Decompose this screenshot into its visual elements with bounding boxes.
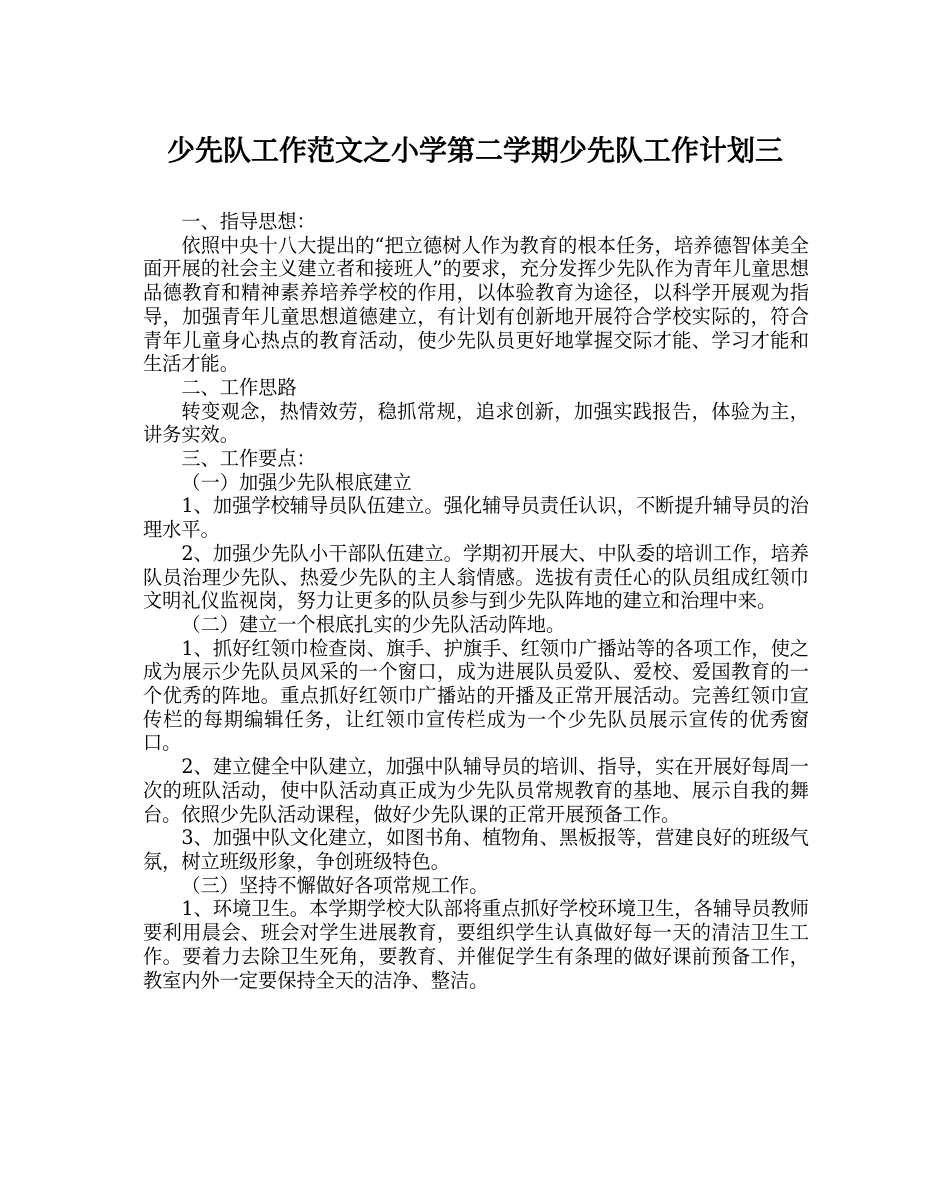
section-heading: 三、工作要点： [181,447,316,471]
paragraph: 1、加强学校辅导员队伍建立。强化辅导员责任认识，不断提升辅导员的治理水平。 [143,494,809,542]
subsection-heading: （二）建立一个根底扎实的少先队活动阵地。 [181,612,566,636]
paragraph: 2、加强少先队小干部队伍建立。学期初开展大、中队委的培训工作，培养队员治理少先队、热爱少先队的主人翁情感。选拔有责任心的队员组成红领巾文明礼仪监视岗，努力让更多的队员参与到少先队阵地的建立和治理中来。 [143,541,809,613]
paragraph: 1、抓好红领巾检查岗、旗手、护旗手、红领巾广播站等的各项工作，使之成为展示少先队员风采的一个窗口，成为进展队员爱队、爱校、爱国教育的一个优秀的阵地。重点抓好红领巾广播站的开播及正常开展活动。完善红领巾宣传栏的每期编辑任务，让红领巾宣传栏成为一个少先队员展示宣传的优秀窗口。 [143,636,809,755]
paragraph: 依照中央十八大提出的“把立德树人作为教育的根本任务，培养德智体美全面开展的社会主义建立者和接班人”的要求，充分发挥少先队作为青年儿童思想品德教育和精神素养培养学校的作用，以体验教育为途径，以科学开展观为指导，加强青年儿童思想道德建立，有计划有创新地开展符合学校实际的，符合青年儿童身心热点的教育活动，使少先队员更好地掌握交际才能、学习才能和生活才能。 [143,233,809,376]
section-heading: 二、工作思路 [181,375,297,399]
paragraph: 1、环境卫生。本学期学校大队部将重点抓好学校环境卫生，各辅导员教师要利用晨会、班会对学生进展教育，要组织学生认真做好每一天的清洁卫生工作。要着力去除卫生死角，要教育、并催促学生有条理的做好课前预备工作，教室内外一定要保持全天的洁净、整洁。 [143,897,809,992]
section-heading: 一、指导思想： [181,210,316,233]
paragraph: 3、加强中队文化建立，如图书角、植物角、黑板报等，营建良好的班级气氛，树立班级形象，争创班级特色。 [143,826,809,873]
document-title: 少先队工作范文之小学第二学期少先队工作计划三 [166,134,783,167]
paragraph: 转变观念，热情效劳，稳抓常规，追求创新，加强实践报告，体验为主，讲务实效。 [143,399,809,447]
subsection-heading: （一）加强少先队根底建立 [181,470,412,494]
paragraph: 2、建立健全中队建立，加强中队辅导员的培训、指导，实在开展好每周一次的班队活动，使中队活动真正成为少先队员常规教育的基地、展示自我的舞台。依照少先队活动课程，做好少先队课的正常开展预备工作。 [143,755,809,826]
subsection-heading: （三）坚持不懈做好各项常规工作。 [181,873,489,897]
document-body [143,210,809,992]
